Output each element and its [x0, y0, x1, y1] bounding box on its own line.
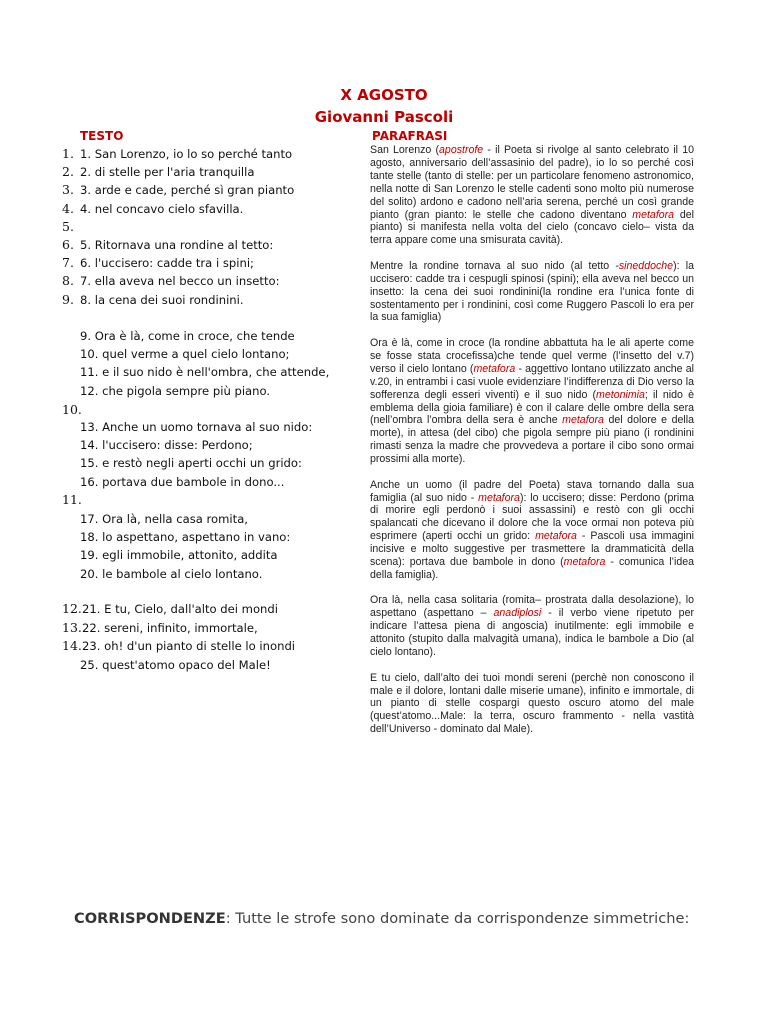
verse-text: 16. portava due bambole in dono...: [80, 475, 285, 489]
verse-text: 5. Ritornava una rondine al tetto:: [80, 238, 274, 252]
parafrasi-segment: del pianto) si manifesta nella volta del cielo (concavo cielo– vista da terra appare come una smisurata cavità).: [370, 208, 694, 247]
parafrasi-segment: Mentre la rondine tornava al suo nido (al tetto -: [370, 259, 619, 272]
verse-text: 2. di stelle per l'aria tranquilla: [80, 165, 255, 179]
verse-text: 11. e il suo nido è nell'ombra, che attende,: [80, 365, 330, 379]
verse-line: [62, 639, 295, 653]
verse-text: 6. l'uccisero: cadde tra i spini;: [80, 256, 254, 270]
figure-of-speech: metafora: [535, 530, 577, 543]
parafrasi-paragraph: [370, 594, 694, 659]
verse-line: [62, 147, 292, 161]
verse-text: 18. lo aspettano, aspettano in vano:: [80, 530, 291, 544]
verse-line: [62, 202, 243, 216]
figure-of-speech: metafora: [563, 556, 606, 569]
verse-text: 14. l'uccisero: disse: Perdono;: [80, 438, 253, 452]
verse-list-number: 1.: [62, 146, 74, 161]
figure-of-speech: metafora: [478, 491, 520, 504]
verse-list-number: 8.: [62, 273, 74, 288]
verse-text: 13. Anche un uomo tornava al suo nido:: [80, 420, 313, 434]
parafrasi-segment: - il Poeta si rivolge al santo celebrato il 10 agosto, anniversario dell’assasinio del padre), io lo so perché così tante stelle (tanto di stelle: per un particolare fenomeno astronomico, nella notte di San Lorenzo le stelle cadenti sono molto più numerose del solito) ardono e cadono nell’aria serena, perché un così grande pianto (gran pianto: le stelle che cadono diventano: [370, 144, 694, 221]
verse-line: [62, 602, 278, 616]
verse-line: [80, 530, 290, 544]
corrispondenze-text: : Tutte le strofe sono dominate da corrispondenze simmetriche:: [225, 910, 690, 927]
parafrasi-segment: del dolore e della morte), in attesa (del cibo) che pigola sempre più piano (i rondinini rimasti senza la madre che provvedeva a portare il cibo sono ormai prossimi alla morte).: [370, 414, 694, 466]
verse-text: 15. e restò negli aperti occhi un grido:: [80, 456, 302, 470]
verse-text: 23. oh! d'un pianto di stelle lo inondi: [82, 639, 296, 653]
verse-text: 19. egli immobile, attonito, addita: [80, 548, 278, 562]
verse-text: 12. che pigola sempre più piano.: [80, 384, 271, 398]
verse-list-number: 14.: [62, 638, 82, 653]
verse-line: [62, 493, 82, 507]
verse-text: 25. quest'atomo opaco del Male!: [80, 658, 271, 672]
verse-text: 4. nel concavo cielo sfavilla.: [80, 202, 244, 216]
verse-line: [62, 293, 244, 307]
verse-text: 8. la cena dei suoi rondinini.: [80, 293, 244, 307]
parafrasi-segment: San Lorenzo (: [370, 144, 440, 156]
poem-title: X AGOSTO: [340, 86, 428, 104]
verse-text: 9. Ora è là, come in croce, che tende: [80, 329, 295, 343]
parafrasi-paragraph: [370, 337, 694, 466]
verse-text: 10. quel verme a quel cielo lontano;: [80, 347, 290, 361]
corrispondenze-note: [74, 908, 694, 929]
verse-line: [62, 165, 254, 179]
poem-author: Giovanni Pascoli: [314, 108, 454, 126]
parafrasi-paragraph: [370, 479, 694, 582]
verse-list-number: 3.: [62, 182, 74, 197]
verse-line: [80, 658, 271, 672]
parafrasi-segment: - il verbo viene ripetuto per indicare l’attesa piena di angoscia) inutilmente: egli immobile e attonito (stupito dalla malvagità umana), indica le bambole a Dio (al cielo lontano).: [370, 607, 694, 659]
verse-text: 20. le bambole al cielo lontano.: [80, 567, 263, 581]
verse-line: [62, 256, 254, 270]
verse-line: [62, 621, 258, 635]
verse-line: [80, 567, 262, 581]
parafrasi-segment: ): la uccisero: cadde tra i cespugli spinosi (spini); ella aveva nel becco un insetto: la cena dei suoi rondinini(la rondine era l’unica fonte di sostentamento per i rondinini, così come Ruggero Pascoli lo era per la sua famiglia): [370, 259, 694, 324]
verse-line: [80, 365, 329, 379]
testo-heading: TESTO: [80, 129, 124, 143]
verse-line: [62, 274, 279, 288]
corrispondenze-label: CORRISPONDENZE: [74, 910, 226, 927]
verse-text: 17. Ora là, nella casa romita,: [80, 512, 248, 526]
verse-list-number: 2.: [62, 164, 74, 179]
verse-line: [62, 220, 80, 234]
verse-text: 21. E tu, Cielo, dall'alto dei mondi: [82, 602, 278, 616]
parafrasi-segment: - Pascoli usa immagini incisive e molto suggestive per trasmettere la drammaticità della scena): portava due bambole in dono (: [370, 530, 695, 569]
verse-line: [80, 438, 253, 452]
verse-line: [62, 403, 82, 417]
parafrasi-paragraph: [370, 672, 694, 737]
verse-list-number: 13.: [62, 620, 82, 635]
verse-list-number: 10.: [62, 402, 82, 417]
verse-line: [80, 384, 270, 398]
parafrasi-segment: - aggettivo lontano utilizzato anche al v.20, in entrambi i casi vuole evidenziare l’indifferenza di Dio verso la sofferenza degli esseri viventi) e il suo nido (: [370, 362, 694, 401]
figure-of-speech: sineddoche: [618, 259, 674, 272]
parafrasi-segment: Ora là, nella casa solitaria (romita– prostrata dalla desolazione), lo aspettano (aspettano –: [370, 594, 694, 620]
verse-line: [80, 329, 295, 343]
parafrasi-segment: ; il nido è emblema della gioia familiare) è con il calare delle ombre della sera (nell’ombra l’ombra della sera è anche: [370, 388, 694, 427]
verse-text: 7. ella aveva nel becco un insetto:: [80, 274, 280, 288]
verse-line: [80, 456, 302, 470]
figure-of-speech: anadiplosi: [493, 607, 542, 620]
verse-line: [62, 238, 273, 252]
verse-list-number: 5.: [62, 219, 74, 234]
verse-text: 3. arde e cade, perché sì gran pianto: [80, 183, 295, 197]
verse-text: 1. San Lorenzo, io lo so perché tanto: [80, 147, 293, 161]
parafrasi-segment: ): lo uccisero; disse: Perdono (prima di morire egli perdonò i suoi assassini) e restò con gli occhi spalancati che dicevano il dolore che la voce ormai non poteva più esprimere (aperti occhi un grido:: [370, 491, 694, 543]
parafrasi-text: [370, 144, 694, 749]
figure-of-speech: metafora: [473, 362, 516, 375]
verse-line: [80, 548, 278, 562]
verse-list-number: 9.: [62, 292, 74, 307]
parafrasi-paragraph: [370, 260, 694, 325]
parafrasi-heading: PARAFRASI: [372, 129, 448, 143]
figure-of-speech: metafora: [562, 414, 604, 427]
parafrasi-segment: Anche un uomo (il padre del Poeta) stava tornando dalla sua famiglia (al suo nido -: [370, 478, 694, 504]
figure-of-speech: metonimia: [596, 388, 645, 401]
parafrasi-segment: - comunica l’idea della famiglia).: [370, 556, 695, 581]
verse-line: [80, 512, 248, 526]
figure-of-speech: apostrofe: [439, 144, 484, 156]
parafrasi-paragraph: [370, 144, 694, 247]
parafrasi-segment: Ora è là, come in croce (la rondine abbattuta ha le ali aperte come se fosse stata crocefissa)che tende quel verme (l’insetto del v.7) verso il cielo lontano (: [370, 336, 694, 375]
verse-line: [80, 347, 289, 361]
verse-line: [62, 183, 294, 197]
figure-of-speech: metafora: [632, 208, 675, 221]
verse-text: 22. sereni, infinito, immortale,: [82, 621, 258, 635]
parafrasi-segment: E tu cielo, dall’alto dei tuoi mondi sereni (perchè non conoscono il male e il dolore, lontani dalle miserie umane), infinito e immortale, di un pianto di stelle cospargi questo oscuro atomo del male (quest’atomo...Male: la terra, oscuro frammento - nella vastità dell’Universo - dominato dal Male).: [370, 671, 694, 736]
verse-list-number: 11.: [62, 492, 82, 507]
verse-list-number: 7.: [62, 255, 74, 270]
verse-line: [80, 420, 312, 434]
verse-list-number: 6.: [62, 237, 74, 252]
verse-line: [80, 475, 284, 489]
verse-list-number: 4.: [62, 201, 74, 216]
verse-list-number: 12.: [62, 601, 82, 616]
